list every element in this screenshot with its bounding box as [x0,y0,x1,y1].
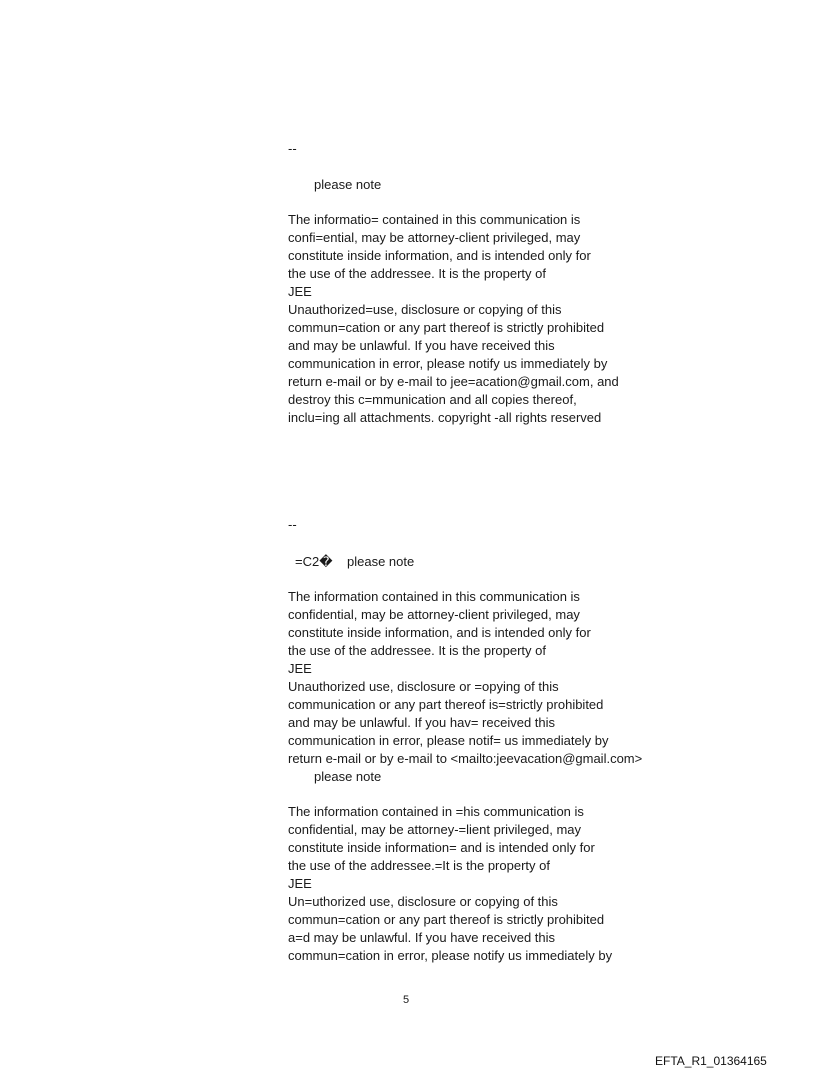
block1-line-9: return e-mail or by e-mail to jee=acation@gmail.com, and [288,374,619,389]
block2-heading: =C2� please note [295,554,415,569]
block3-line-5: Un=uthorized use, disclosure or copying of this [288,894,558,909]
block1-line-5: Unauthorized=use, disclosure or copying of this [288,302,562,317]
block3-line-7: a=d may be unlawful. If you have received this [288,930,556,945]
block1-line-7: and may be unlawful. If you have received this [288,338,555,353]
block2-line-2: constitute inside information, and is intended only for [288,625,591,640]
block3-line-6: commun=cation or any part thereof is strictly prohibited [288,912,605,927]
block3-line-3: the use of the addressee.=It is the property of [288,858,550,873]
block3-line-2: constitute inside information= and is intended only for [288,840,595,855]
page-number: 5 [403,994,410,1006]
block3-line-8: commun=cation in error, please notify us immediately by [288,948,613,963]
block2-line-4: JEE [288,661,312,676]
separator-1: -- [288,141,297,156]
block1-line-1: confi=ential, may be attorney-client privileged, may [288,230,581,245]
block2-line-0: The information contained in this communication is [288,589,580,604]
bates-number: EFTA_R1_01364165 [655,1054,767,1068]
block2-line-3: the use of the addressee. It is the property of [288,643,546,658]
block1-line-2: constitute inside information, and is intended only for [288,248,591,263]
block2-line-5: Unauthorized use, disclosure or =opying of this [288,679,559,694]
block1-line-10: destroy this c=mmunication and all copies thereof, [288,392,577,407]
block3-line-4: JEE [288,876,312,891]
block1-heading: please note [314,177,382,192]
block3-line-0: The information contained in =his communication is [288,804,584,819]
separator-2: -- [288,517,297,532]
block2-line-9: return e-mail or by e-mail to <mailto:jeevacation@gmail.com> [288,751,643,766]
block2-line-8: communication in error, please notif= us immediately by [288,733,609,748]
block2-line-7: and may be unlawful. If you hav= received this [288,715,556,730]
block3-heading: please note [314,769,382,784]
block1-line-4: JEE [288,284,312,299]
block1-line-0: The informatio= contained in this communication is [288,212,581,227]
block2-line-6: communication or any part thereof is=strictly prohibited [288,697,604,712]
block2-line-1: confidential, may be attorney-client privileged, may [288,607,580,622]
block1-line-3: the use of the addressee. It is the property of [288,266,546,281]
block1-line-8: communication in error, please notify us immediately by [288,356,608,371]
block1-line-11: inclu=ing all attachments. copyright -all rights reserved [288,410,602,425]
block1-line-6: commun=cation or any part thereof is strictly prohibited [288,320,605,335]
block3-line-1: confidential, may be attorney-=lient privileged, may [288,822,582,837]
